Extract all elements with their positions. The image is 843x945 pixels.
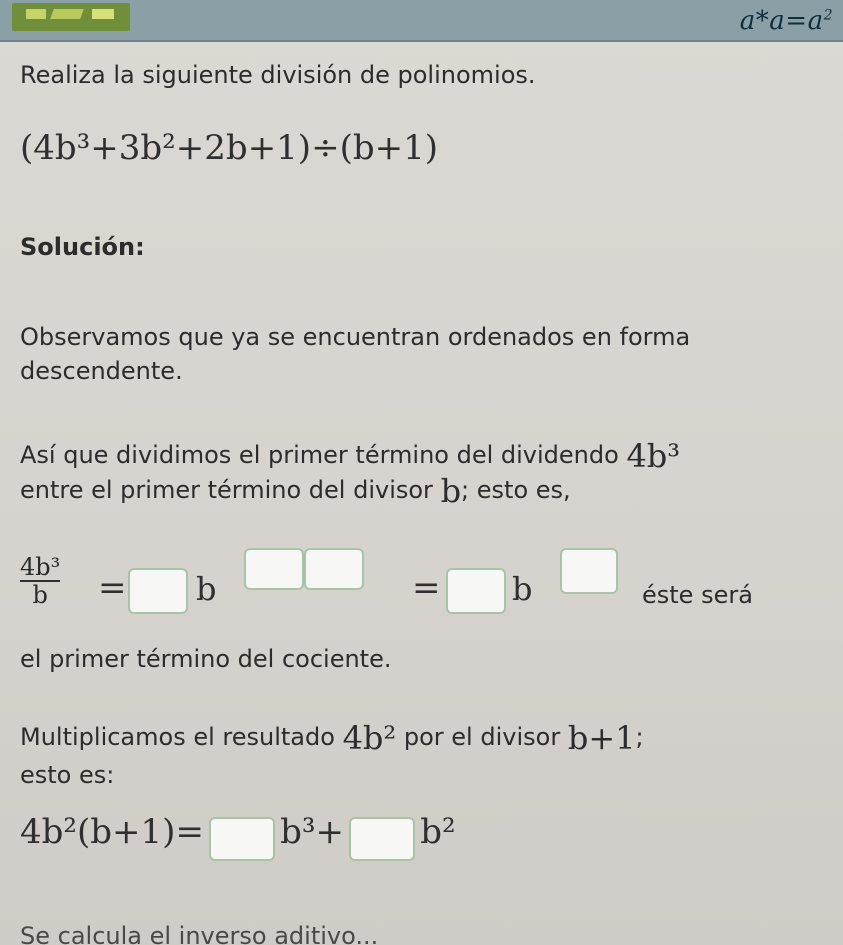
multiply-line <box>20 720 820 755</box>
solution-title: Solución: <box>20 233 145 261</box>
solution-paragraph-1: Observamos que ya se encuentran ordenados en forma descendente. <box>20 323 691 385</box>
logo-shape-3 <box>92 9 114 19</box>
fraction-4b3-over-b <box>20 554 60 608</box>
answer-box-exponent-2[interactable] <box>560 548 618 594</box>
header-formula <box>740 6 833 36</box>
mult-text-a: Multiplicamos el resultado <box>20 723 335 751</box>
problem-instruction: Realiza la siguiente división de polinomios. <box>20 61 536 89</box>
answer-box-coefficient-2[interactable] <box>446 568 506 614</box>
p2-divisor: b <box>440 472 462 510</box>
fraction-numerator: 4b³ <box>20 553 61 581</box>
problem-expression: (4b³+3b²+2b+1)÷(b+1) <box>20 128 438 168</box>
answer-box-exponent-a[interactable] <box>244 548 304 590</box>
final-end: b² <box>420 812 456 852</box>
app-logo <box>12 3 130 31</box>
equals-1: = <box>98 568 127 608</box>
p2-term: 4b³ <box>626 437 681 475</box>
answer-box-final-2[interactable] <box>349 817 415 861</box>
p2-text-a: Así que dividimos el primer término del dividendo <box>20 441 619 469</box>
este-sera-text: éste será <box>642 581 753 609</box>
equals-2: = <box>412 568 441 608</box>
var-b-1: b <box>196 570 217 608</box>
formula-rhs: a=a <box>769 6 824 36</box>
mult-text-b: por el divisor <box>403 723 561 751</box>
p2-text-b: entre el primer término del divisor <box>20 476 433 504</box>
after-fraction-text: el primer término del cociente. <box>20 645 392 673</box>
answer-box-final-1[interactable] <box>209 817 275 861</box>
final-mid: b³+ <box>280 812 345 852</box>
mult-divisor: b+1 <box>567 719 636 757</box>
formula-exp: 2 <box>823 7 833 24</box>
mult-term: 4b² <box>342 719 397 757</box>
logo-shape-1 <box>26 9 46 19</box>
top-bar <box>0 0 843 42</box>
final-equation <box>20 812 456 861</box>
fraction-denominator: b <box>20 580 60 608</box>
answer-box-exponent-b[interactable] <box>304 548 364 590</box>
mult-text-c: ; <box>635 723 644 751</box>
answer-box-coefficient-1[interactable] <box>128 568 188 614</box>
formula-base: a <box>739 6 756 36</box>
cut-off-bottom-text: Se calcula el inverso aditivo... <box>20 922 379 945</box>
p2-text-c: ; esto es, <box>461 476 571 504</box>
formula-op: * <box>755 6 770 36</box>
quotient-first-term-line <box>20 548 840 638</box>
logo-shape-2 <box>50 9 84 19</box>
multiply-line-2: esto es: <box>20 761 115 789</box>
var-b-2: b <box>512 570 533 608</box>
solution-paragraph-2 <box>20 438 780 508</box>
final-lhs: 4b²(b+1)= <box>20 812 204 852</box>
